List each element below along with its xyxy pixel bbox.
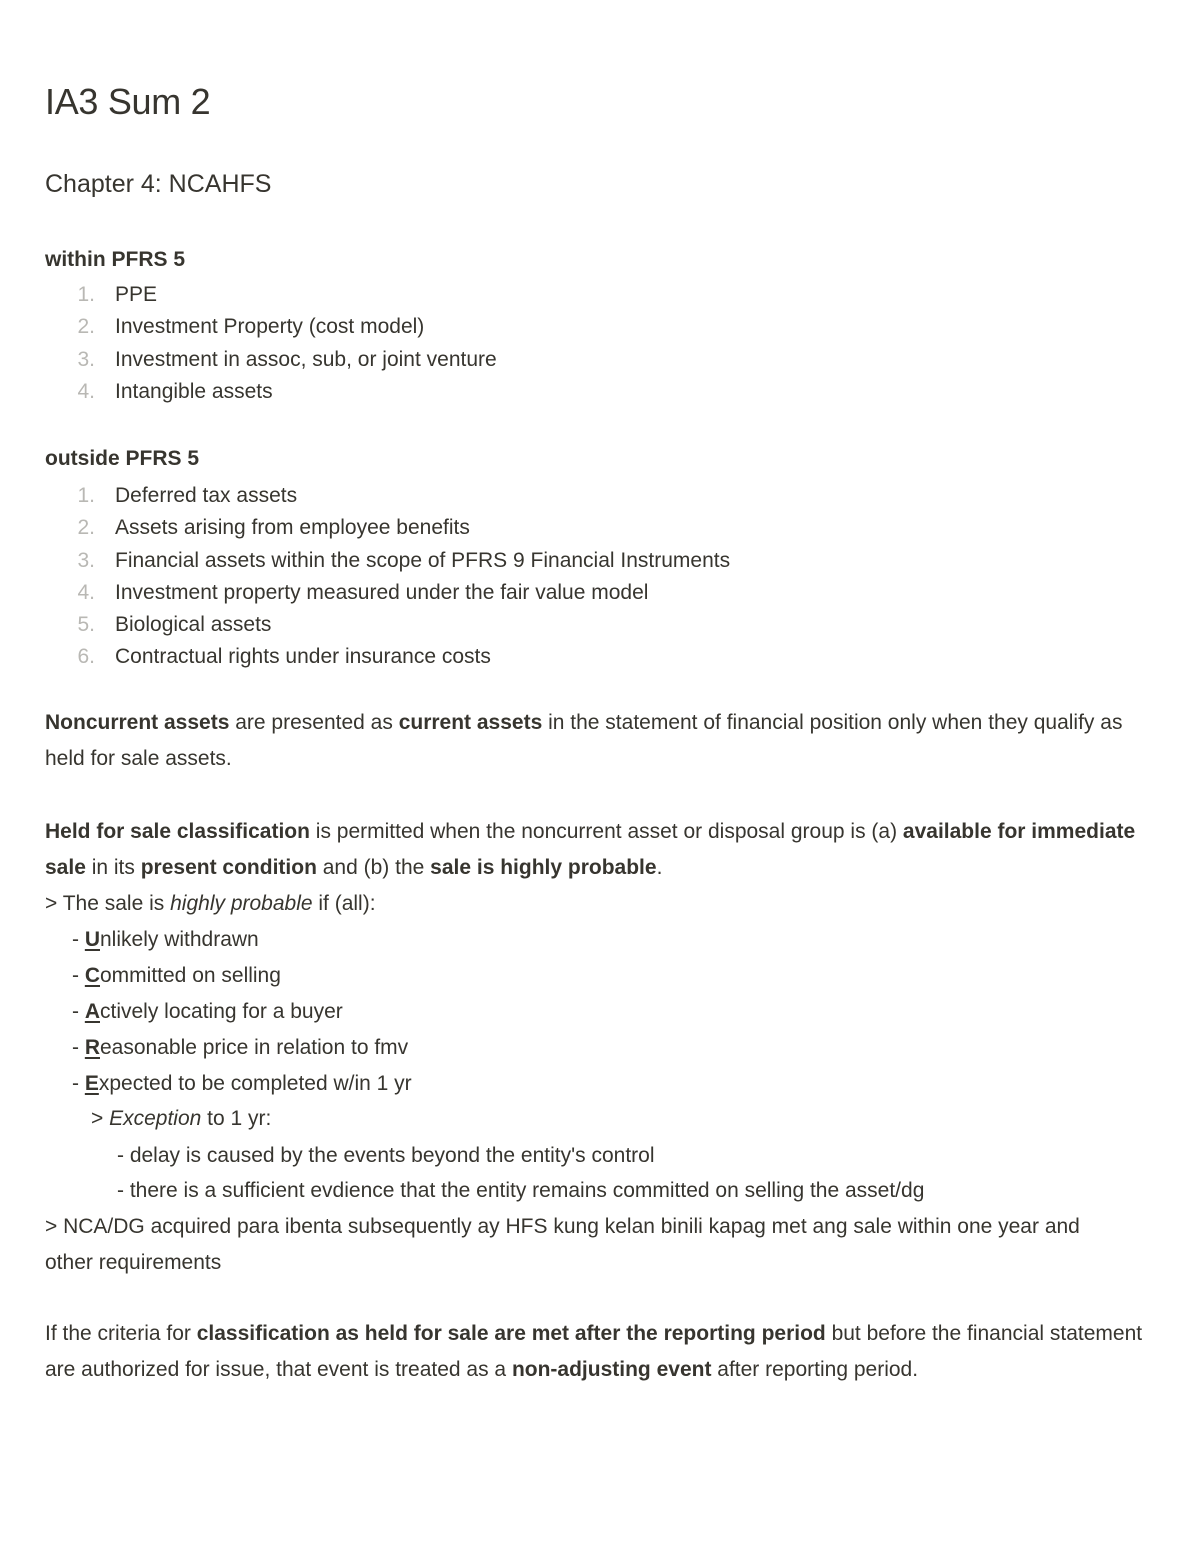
mnemonic-letter: U bbox=[84, 928, 100, 951]
outside-pfrs5-heading: outside PFRS 5 bbox=[45, 447, 200, 470]
criterion-item bbox=[72, 922, 259, 958]
criterion-item bbox=[72, 1066, 412, 1102]
list-item bbox=[45, 376, 497, 408]
criterion-item bbox=[72, 958, 281, 994]
text-run: If the criteria for bbox=[45, 1322, 197, 1345]
bold-term: sale is highly probable bbox=[430, 856, 657, 879]
bold-term: current assets bbox=[398, 711, 543, 734]
exception-item: - delay is caused by the events beyond the entity's control bbox=[117, 1144, 655, 1167]
list-item-text: Financial assets within the scope of PFRS 9 Financial Instruments bbox=[115, 548, 731, 572]
list-item-text: Investment property measured under the fair value model bbox=[115, 580, 649, 604]
mnemonic-letter: A bbox=[84, 1000, 100, 1023]
criterion-text: nlikely withdrawn bbox=[100, 928, 259, 951]
italic-term: highly probable bbox=[170, 892, 313, 915]
bold-term: present condition bbox=[140, 856, 317, 879]
text-run: are presented as bbox=[229, 711, 399, 734]
criterion-item bbox=[72, 994, 343, 1030]
list-item bbox=[45, 279, 497, 311]
after-reporting-period-paragraph bbox=[45, 1316, 1160, 1388]
hfs-classification-paragraph bbox=[45, 814, 1160, 886]
list-item bbox=[45, 512, 730, 544]
dash: - bbox=[72, 1072, 85, 1095]
text-run: after reporting period. bbox=[711, 1358, 919, 1381]
mnemonic-letter: R bbox=[84, 1036, 100, 1059]
list-item-text: Intangible assets bbox=[115, 379, 273, 403]
page-title: IA3 Sum 2 bbox=[45, 81, 211, 122]
list-item bbox=[45, 344, 497, 376]
bold-term: non-adjusting event bbox=[511, 1358, 712, 1381]
list-item bbox=[45, 480, 730, 512]
criterion-text: easonable price in relation to fmv bbox=[100, 1036, 409, 1059]
list-number: 4. bbox=[77, 379, 95, 403]
text-run: and (b) the bbox=[316, 856, 431, 879]
mnemonic-letter: C bbox=[84, 964, 100, 987]
bold-term: classification as held for sale are met after the reporting period bbox=[196, 1322, 826, 1345]
text-run: . bbox=[656, 856, 663, 879]
chapter-heading: Chapter 4: NCAHFS bbox=[45, 170, 272, 198]
criterion-text: ctively locating for a buyer bbox=[100, 1000, 343, 1023]
list-item-text: Investment in assoc, sub, or joint venture bbox=[115, 347, 497, 371]
highly-probable-line bbox=[45, 886, 376, 922]
list-item bbox=[45, 577, 730, 609]
mnemonic-letter: E bbox=[84, 1072, 99, 1095]
list-item-text: PPE bbox=[115, 283, 158, 306]
list-number: 2. bbox=[77, 516, 95, 540]
list-item-text: Contractual rights under insurance costs bbox=[115, 645, 491, 669]
text-run: but before the financial statement are authorized for issue, that event is treated as a bbox=[45, 1322, 1143, 1381]
text-run: in its bbox=[85, 856, 141, 879]
criterion-text: xpected to be completed w/in 1 yr bbox=[98, 1072, 412, 1095]
text-run: in the statement of financial position only when they qualify as held for sale assets. bbox=[45, 711, 1123, 770]
list-item bbox=[45, 641, 730, 673]
list-item-text: Assets arising from employee benefits bbox=[115, 516, 470, 540]
criterion-text: ommitted on selling bbox=[100, 964, 281, 987]
noncurrent-assets-paragraph bbox=[45, 705, 1160, 777]
bold-term: Noncurrent assets bbox=[45, 711, 230, 734]
exception-item: - there is a sufficient evdience that the entity remains committed on selling the asset/dg bbox=[117, 1179, 925, 1202]
text-run: > The sale is bbox=[45, 892, 171, 915]
within-pfrs5-heading: within PFRS 5 bbox=[45, 248, 186, 271]
list-item bbox=[45, 545, 730, 577]
list-number: 3. bbox=[77, 548, 95, 572]
list-number: 3. bbox=[77, 347, 95, 371]
dash: - bbox=[72, 964, 85, 987]
list-item-text: Biological assets bbox=[115, 613, 272, 637]
list-number: 6. bbox=[77, 645, 95, 669]
list-number: 4. bbox=[77, 580, 95, 604]
list-number: 1. bbox=[77, 283, 95, 306]
text-run: is permitted when the noncurrent asset or disposal group is (a) bbox=[309, 820, 903, 843]
list-item bbox=[45, 311, 497, 343]
list-number: 1. bbox=[77, 484, 95, 507]
nca-dg-note: > NCA/DG acquired para ibenta subsequently ay HFS kung kelan binili kapag met ang sale within one year and other requirements bbox=[45, 1215, 1080, 1274]
bold-term: Held for sale classification bbox=[45, 820, 310, 843]
exception-line bbox=[91, 1101, 271, 1137]
text-run: > bbox=[91, 1107, 110, 1130]
list-item-text: Investment Property (cost model) bbox=[115, 315, 425, 339]
bold-term: available for immediate sale bbox=[45, 820, 1136, 879]
list-number: 5. bbox=[77, 613, 95, 637]
dash: - bbox=[72, 1036, 85, 1059]
text-run: if (all): bbox=[312, 892, 376, 915]
italic-term: Exception bbox=[109, 1107, 202, 1130]
dash: - bbox=[72, 928, 85, 951]
dash: - bbox=[72, 1000, 85, 1023]
list-item bbox=[45, 609, 730, 641]
text-run: to 1 yr: bbox=[201, 1107, 272, 1130]
within-pfrs5-list bbox=[45, 279, 497, 408]
criterion-item bbox=[72, 1030, 408, 1066]
outside-pfrs5-list bbox=[45, 480, 730, 674]
list-number: 2. bbox=[77, 315, 95, 339]
list-item-text: Deferred tax assets bbox=[115, 484, 298, 507]
